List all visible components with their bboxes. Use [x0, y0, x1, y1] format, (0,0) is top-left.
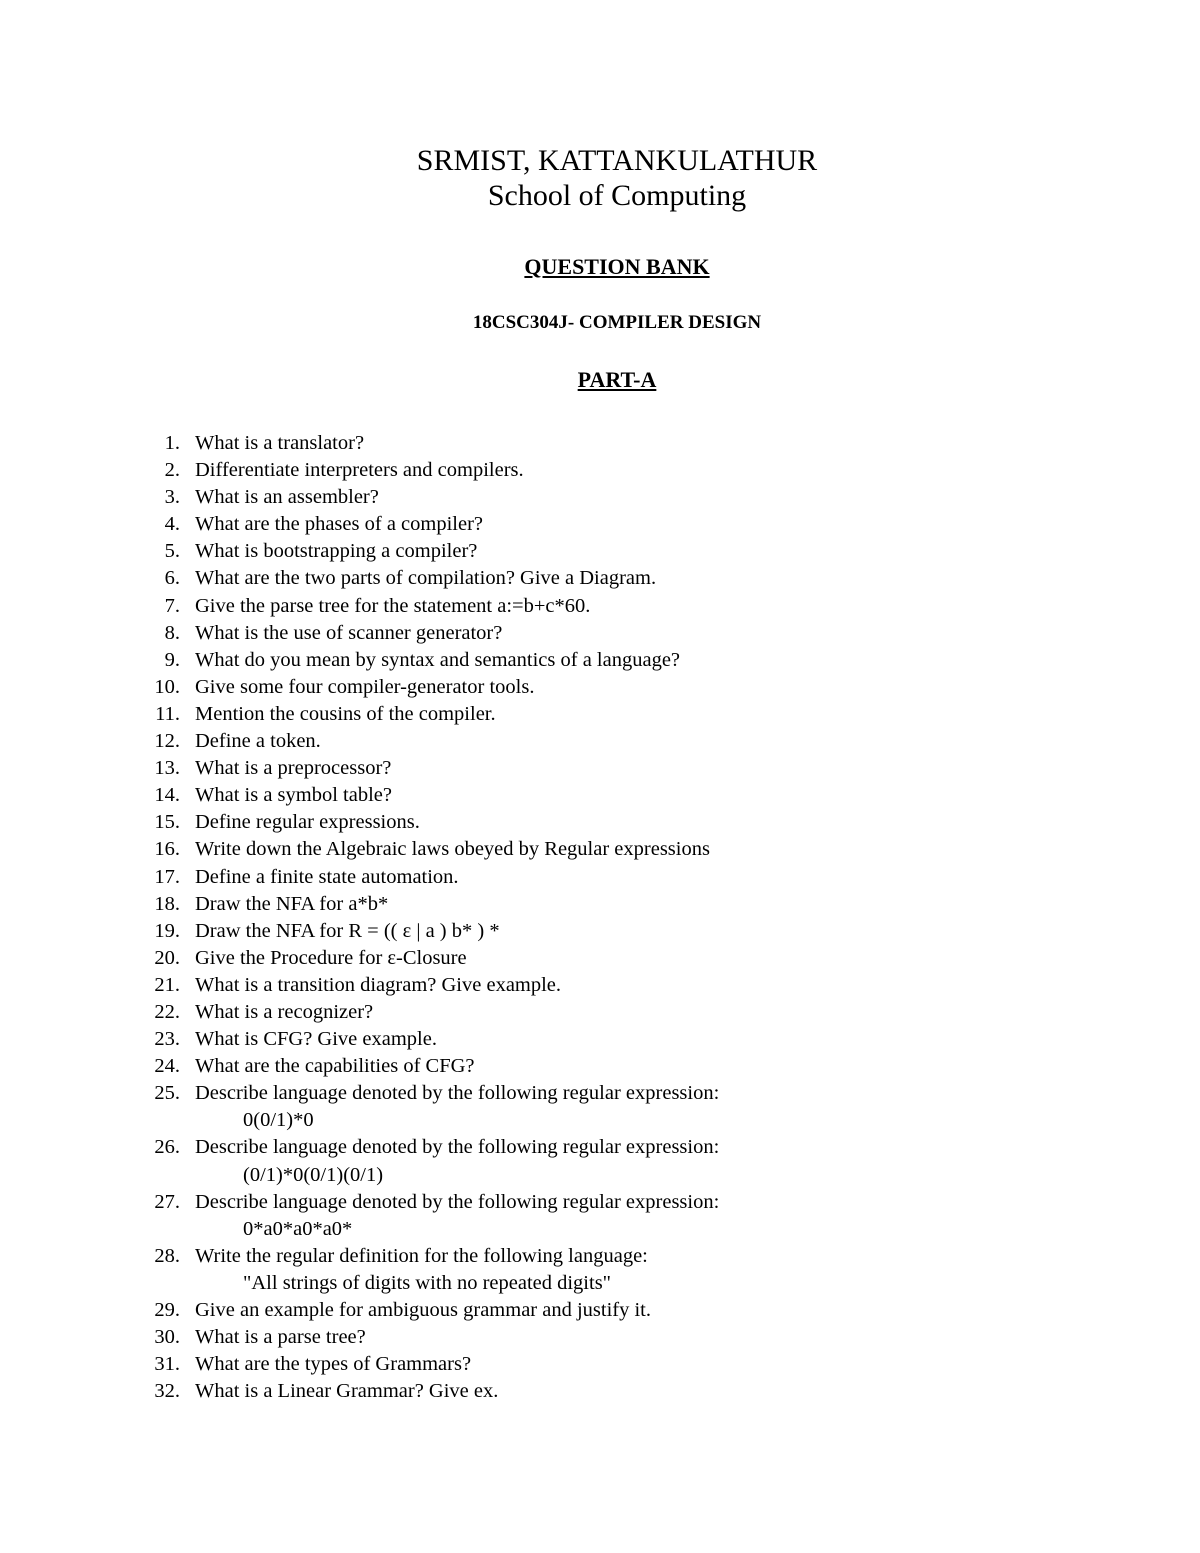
question-item	[0, 457, 1200, 484]
question-text: Differentiate interpreters and compilers.	[195, 459, 524, 482]
question-item	[0, 430, 1200, 457]
question-row	[0, 836, 1200, 863]
question-expression-row	[0, 1107, 1200, 1134]
question-item	[0, 809, 1200, 836]
part-heading: PART-A	[577, 367, 657, 392]
question-item	[0, 945, 1200, 972]
question-row	[0, 1053, 1200, 1080]
question-item	[0, 999, 1200, 1026]
question-row	[0, 647, 1200, 674]
question-number: 24.	[154, 1055, 180, 1078]
question-number: 5.	[164, 540, 180, 563]
question-item	[0, 1324, 1200, 1351]
question-row	[0, 1243, 1200, 1270]
question-item	[0, 701, 1200, 728]
question-bank-heading: QUESTION BANK	[524, 254, 710, 279]
question-item	[0, 891, 1200, 918]
question-item	[0, 728, 1200, 755]
question-number: 6.	[164, 567, 180, 590]
question-text: What is a Linear Grammar? Give ex.	[195, 1380, 499, 1403]
question-text: Define a token.	[195, 730, 321, 753]
question-number: 14.	[154, 784, 180, 807]
question-item	[0, 755, 1200, 782]
question-text: What do you mean by syntax and semantics of a language?	[195, 648, 681, 671]
question-text: What is CFG? Give example.	[195, 1028, 437, 1051]
question-number: 17.	[154, 865, 180, 888]
question-number: 30.	[154, 1326, 180, 1349]
question-item	[0, 1080, 1200, 1134]
question-text: Define a finite state automation.	[195, 865, 459, 888]
question-item	[0, 1134, 1200, 1188]
question-row	[0, 620, 1200, 647]
question-text: Give the Procedure for ε-Closure	[195, 946, 467, 969]
question-text: Define regular expressions.	[195, 811, 420, 834]
question-row	[0, 1324, 1200, 1351]
question-number: 18.	[154, 892, 180, 915]
institution-name: SRMIST, KATTANKULATHUR	[416, 144, 818, 177]
question-row	[0, 701, 1200, 728]
question-expression-row	[0, 1162, 1200, 1189]
question-text: What is a symbol table?	[195, 784, 392, 807]
school-name: School of Computing	[487, 179, 747, 212]
question-text: What are the phases of a compiler?	[195, 513, 484, 536]
question-text: What is a translator?	[195, 432, 365, 454]
question-number: 1.	[164, 432, 180, 454]
question-text: Draw the NFA for R = (( ε | a ) b* ) *	[195, 919, 500, 942]
question-item	[0, 565, 1200, 592]
question-text: Mention the cousins of the compiler.	[195, 702, 496, 725]
question-row	[0, 782, 1200, 809]
question-row	[0, 891, 1200, 918]
question-row	[0, 999, 1200, 1026]
question-item	[0, 1351, 1200, 1378]
question-text: Give the parse tree for the statement a:=b+c*60.	[195, 594, 591, 617]
question-item	[0, 864, 1200, 891]
question-number: 3.	[164, 486, 180, 509]
question-expression: 0(0/1)*0	[243, 1109, 314, 1132]
question-item	[0, 538, 1200, 565]
question-row	[0, 864, 1200, 891]
question-expression-row	[0, 1270, 1200, 1297]
question-row	[0, 809, 1200, 836]
question-item	[0, 1297, 1200, 1324]
question-text: Describe language denoted by the following regular expression:	[195, 1190, 720, 1213]
question-expression-row	[0, 1216, 1200, 1243]
question-row	[0, 972, 1200, 999]
question-item	[0, 836, 1200, 863]
question-row	[0, 538, 1200, 565]
question-item	[0, 1189, 1200, 1243]
question-text: Give an example for ambiguous grammar and justify it.	[195, 1299, 652, 1321]
question-text: Write down the Algebraic laws obeyed by Regular expressions	[195, 838, 710, 861]
question-text: What is an assembler?	[195, 486, 379, 509]
question-text: What is a preprocessor?	[195, 757, 392, 780]
question-row	[0, 511, 1200, 538]
question-item	[0, 1053, 1200, 1080]
question-row	[0, 945, 1200, 972]
question-number: 23.	[154, 1028, 180, 1051]
question-text: What is a transition diagram? Give example.	[195, 973, 562, 996]
question-number: 15.	[154, 811, 180, 834]
question-row	[0, 728, 1200, 755]
question-row	[0, 1378, 1200, 1405]
question-list	[0, 430, 1200, 1405]
question-text: What are the capabilities of CFG?	[195, 1055, 475, 1078]
question-number: 2.	[164, 459, 180, 482]
question-item	[0, 484, 1200, 511]
question-item	[0, 1243, 1200, 1297]
course-heading: 18CSC304J- COMPILER DESIGN	[472, 312, 762, 333]
question-text: What are the two parts of compilation? Give a Diagram.	[195, 567, 657, 590]
question-text: What is a recognizer?	[195, 1000, 374, 1023]
question-number: 19.	[154, 919, 180, 942]
question-item	[0, 674, 1200, 701]
question-number: 10.	[154, 675, 180, 698]
question-number: 26.	[154, 1136, 180, 1159]
question-row	[0, 1080, 1200, 1107]
question-number: 28.	[154, 1244, 180, 1267]
question-expression: (0/1)*0(0/1)(0/1)	[243, 1163, 384, 1186]
question-row	[0, 1189, 1200, 1216]
question-number: 7.	[164, 594, 180, 617]
question-text: Draw the NFA for a*b*	[195, 892, 389, 915]
question-number: 22.	[154, 1000, 180, 1023]
question-item	[0, 647, 1200, 674]
question-number: 27.	[154, 1190, 180, 1213]
question-text: What is bootstrapping a compiler?	[195, 540, 478, 563]
question-text: Write the regular definition for the following language:	[195, 1244, 648, 1267]
question-number: 32.	[154, 1380, 180, 1403]
question-row	[0, 755, 1200, 782]
question-number: 31.	[154, 1353, 180, 1376]
question-text: Describe language denoted by the following regular expression:	[195, 1082, 720, 1105]
question-item	[0, 593, 1200, 620]
question-row	[0, 674, 1200, 701]
question-number: 25.	[154, 1082, 180, 1105]
question-number: 13.	[154, 757, 180, 780]
question-text: What are the types of Grammars?	[195, 1353, 472, 1376]
question-item	[0, 620, 1200, 647]
question-item	[0, 1378, 1200, 1405]
question-text: What is the use of scanner generator?	[195, 621, 503, 644]
question-row	[0, 430, 1200, 457]
question-number: 12.	[154, 730, 180, 753]
question-item	[0, 972, 1200, 999]
question-item	[0, 1026, 1200, 1053]
question-row	[0, 1134, 1200, 1161]
question-row	[0, 565, 1200, 592]
question-number: 9.	[164, 648, 180, 671]
question-expression: "All strings of digits with no repeated digits"	[243, 1271, 612, 1294]
question-row	[0, 1026, 1200, 1053]
question-number: 11.	[155, 702, 180, 725]
question-number: 4.	[164, 513, 180, 536]
question-row	[0, 918, 1200, 945]
question-expression: 0*a0*a0*a0*	[243, 1217, 353, 1240]
question-row	[0, 1351, 1200, 1378]
question-number: 20.	[154, 946, 180, 969]
question-item	[0, 511, 1200, 538]
question-number: 21.	[154, 973, 180, 996]
question-number: 29.	[154, 1299, 180, 1321]
question-number: 8.	[164, 621, 180, 644]
question-row	[0, 484, 1200, 511]
question-item	[0, 918, 1200, 945]
question-item	[0, 782, 1200, 809]
question-number: 16.	[154, 838, 180, 861]
question-row	[0, 593, 1200, 620]
question-text: What is a parse tree?	[195, 1326, 366, 1349]
question-row	[0, 457, 1200, 484]
question-text: Describe language denoted by the following regular expression:	[195, 1136, 720, 1159]
question-row	[0, 1297, 1200, 1324]
question-text: Give some four compiler-generator tools.	[195, 675, 535, 698]
